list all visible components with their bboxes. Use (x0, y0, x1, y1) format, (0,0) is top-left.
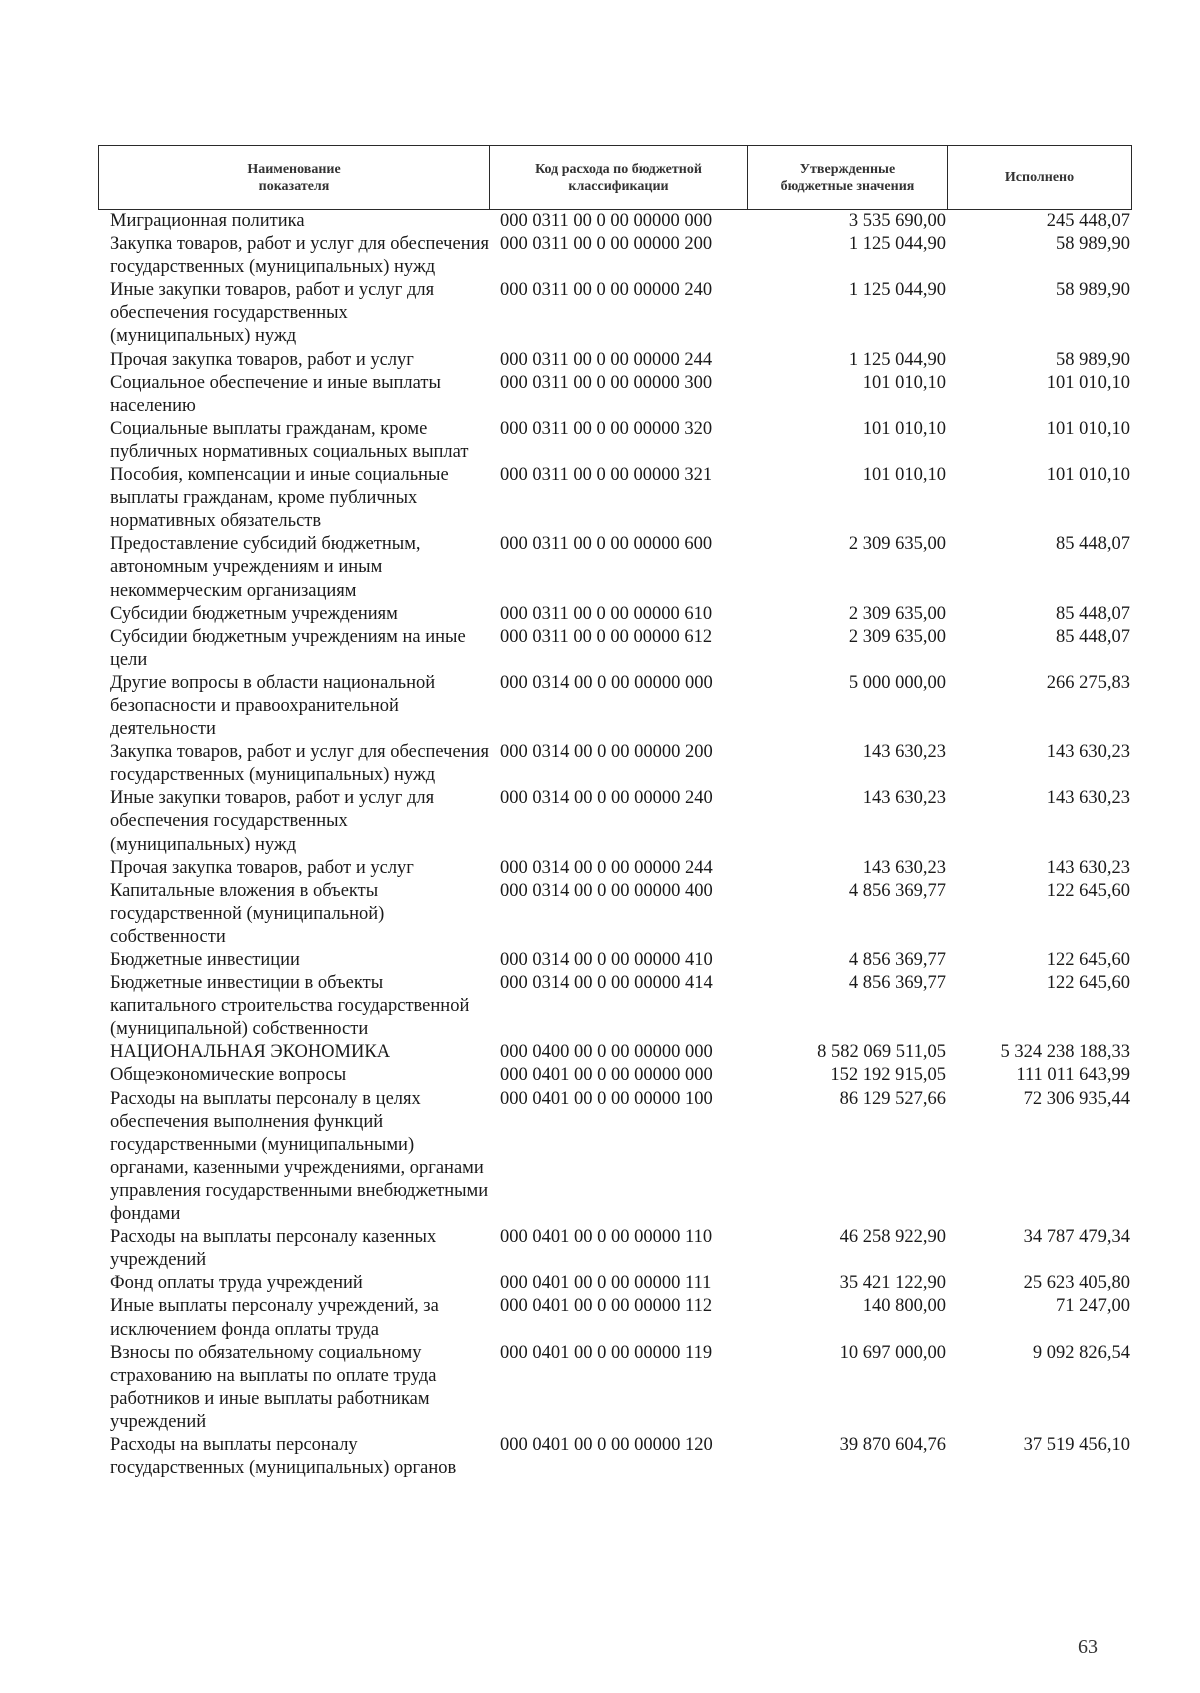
row-approved: 1 125 044,90 (848, 349, 946, 370)
row-executed: 101 010,10 (1046, 418, 1130, 439)
row-executed: 85 448,07 (1056, 626, 1130, 647)
row-approved: 101 010,10 (862, 372, 946, 393)
row-executed: 122 645,60 (1046, 880, 1130, 901)
table-row (110, 233, 1130, 279)
row-approved: 2 309 635,00 (848, 626, 946, 647)
header-approved: Утвержденные бюджетные значения (747, 146, 947, 209)
table-row (110, 372, 1130, 418)
table-header (98, 145, 1132, 210)
row-name: Расходы на выплаты персоналу в целях обеспечения выполнения функций государственными (муниципальными) органами, казенными учреждениями, органами управления государственными внебюджетными фондами (110, 1088, 489, 1225)
table-row (110, 210, 1130, 233)
row-approved: 101 010,10 (862, 465, 946, 486)
row-approved: 35 421 122,90 (839, 1273, 946, 1294)
row-name: Иные закупки товаров, работ и услуг для обеспечения государственных (муниципальных) нужд (110, 280, 435, 347)
row-code: 000 0311 00 0 00 00000 240 (500, 280, 713, 301)
row-name: Прочая закупка товаров, работ и услуг (110, 349, 414, 370)
row-code: 000 0400 00 0 00 00000 000 (500, 1042, 713, 1063)
row-approved: 8 582 069 511,05 (817, 1042, 946, 1063)
row-approved: 143 630,23 (862, 788, 946, 809)
row-code: 000 0314 00 0 00 00000 400 (500, 880, 713, 901)
row-executed: 245 448,07 (1046, 211, 1130, 231)
row-name: Предоставление субсидий бюджетным, автономным учреждениям и иным некоммерческим организациям (110, 534, 421, 601)
row-code: 000 0311 00 0 00 00000 244 (500, 349, 713, 370)
table-body (110, 210, 1130, 1480)
row-executed: 58 989,90 (1056, 349, 1130, 370)
row-code: 000 0311 00 0 00 00000 610 (500, 603, 713, 624)
table-row (110, 857, 1130, 880)
row-approved: 1 125 044,90 (848, 280, 946, 301)
row-approved: 143 630,23 (862, 742, 946, 763)
row-approved: 4 856 369,77 (848, 880, 946, 901)
row-name: Миграционная политика (110, 211, 305, 231)
row-name: Закупка товаров, работ и услуг для обеспечения государственных (муниципальных) нужд (110, 742, 490, 786)
row-name: Капитальные вложения в объекты государственной (муниципальной) собственности (110, 880, 385, 947)
row-code: 000 0311 00 0 00 00000 321 (500, 465, 713, 486)
row-executed: 122 645,60 (1046, 973, 1130, 994)
row-name: Субсидии бюджетным учреждениям (110, 603, 398, 624)
row-executed: 111 011 643,99 (1016, 1065, 1130, 1086)
row-code: 000 0401 00 0 00 00000 110 (500, 1227, 713, 1248)
table-row (110, 1295, 1130, 1341)
row-code: 000 0401 00 0 00 00000 111 (500, 1273, 712, 1294)
row-approved: 86 129 527,66 (839, 1088, 946, 1109)
row-executed: 5 324 238 188,33 (1000, 1042, 1130, 1063)
row-executed: 25 623 405,80 (1023, 1273, 1130, 1294)
table-row (110, 533, 1130, 602)
row-approved: 143 630,23 (862, 857, 946, 878)
row-name: Расходы на выплаты персоналу государственных (муниципальных) органов (110, 1434, 457, 1479)
row-code: 000 0314 00 0 00 00000 000 (500, 672, 713, 693)
row-name: Закупка товаров, работ и услуг для обеспечения государственных (муниципальных) нужд (110, 234, 490, 278)
row-code: 000 0401 00 0 00 00000 000 (500, 1065, 713, 1086)
row-name: Фонд оплаты труда учреждений (110, 1273, 363, 1294)
row-executed: 101 010,10 (1046, 465, 1130, 486)
row-approved: 1 125 044,90 (848, 234, 946, 255)
row-code: 000 0401 00 0 00 00000 100 (500, 1088, 713, 1109)
row-name: Иные закупки товаров, работ и услуг для обеспечения государственных (муниципальных) нужд (110, 788, 435, 855)
row-executed: 37 519 456,10 (1023, 1434, 1130, 1455)
row-approved: 4 856 369,77 (848, 973, 946, 994)
table-row (110, 1064, 1130, 1087)
table-row (110, 279, 1130, 348)
row-approved: 140 800,00 (862, 1296, 946, 1317)
row-executed: 101 010,10 (1046, 372, 1130, 393)
row-approved: 2 309 635,00 (848, 534, 946, 555)
header-name: Наименование показателя (247, 161, 341, 194)
table-row (110, 787, 1130, 856)
row-name: Социальное обеспечение и иные выплаты населению (110, 372, 441, 416)
table-row (110, 418, 1130, 464)
row-approved: 4 856 369,77 (848, 950, 946, 970)
table-row (110, 949, 1130, 972)
header-code: Код расхода по бюджетной классификации (489, 146, 747, 209)
row-approved: 2 309 635,00 (848, 603, 946, 624)
table-row (110, 464, 1130, 533)
row-name: Бюджетные инвестиции в объекты капитального строительства государственной (муниципальной) собственности (110, 973, 470, 1040)
table-row (110, 1434, 1130, 1480)
row-approved: 3 535 690,00 (848, 211, 946, 231)
row-code: 000 0401 00 0 00 00000 112 (500, 1296, 713, 1317)
row-name: НАЦИОНАЛЬНАЯ ЭКОНОМИКА (110, 1042, 391, 1063)
row-executed: 85 448,07 (1056, 603, 1130, 624)
row-code: 000 0314 00 0 00 00000 410 (500, 950, 713, 970)
row-approved: 5 000 000,00 (848, 672, 946, 693)
row-executed: 85 448,07 (1056, 534, 1130, 555)
row-executed: 122 645,60 (1046, 950, 1130, 970)
table-row (110, 972, 1130, 1041)
table-row (110, 1041, 1130, 1064)
table-row (110, 626, 1130, 672)
row-executed: 34 787 479,34 (1023, 1227, 1130, 1248)
row-name: Субсидии бюджетным учреждениям на иные цели (110, 626, 466, 670)
table-row (110, 603, 1130, 626)
row-name: Взносы по обязательному социальному страхованию на выплаты по оплате труда работников и иные выплаты работникам учреждений (110, 1342, 437, 1432)
row-name: Расходы на выплаты персоналу казенных учреждений (110, 1227, 437, 1271)
row-executed: 72 306 935,44 (1023, 1088, 1130, 1109)
row-name: Бюджетные инвестиции (110, 950, 300, 970)
row-code: 000 0314 00 0 00 00000 414 (500, 973, 713, 994)
row-approved: 101 010,10 (862, 418, 946, 439)
row-executed: 58 989,90 (1056, 234, 1130, 255)
row-code: 000 0401 00 0 00 00000 120 (500, 1434, 713, 1455)
row-approved: 152 192 915,05 (830, 1065, 946, 1086)
row-code: 000 0311 00 0 00 00000 600 (500, 534, 713, 555)
row-name: Прочая закупка товаров, работ и услуг (110, 857, 414, 878)
header-executed: Исполнено (947, 146, 1131, 209)
row-name: Иные выплаты персоналу учреждений, за исключением фонда оплаты труда (110, 1296, 439, 1340)
row-name: Социальные выплаты гражданам, кроме публичных нормативных социальных выплат (110, 418, 469, 462)
table-row (110, 880, 1130, 949)
row-code: 000 0311 00 0 00 00000 612 (500, 626, 713, 647)
row-code: 000 0311 00 0 00 00000 200 (500, 234, 713, 255)
row-executed: 9 092 826,54 (1032, 1342, 1130, 1363)
row-name: Другие вопросы в области национальной безопасности и правоохранительной деятельности (110, 672, 436, 740)
row-code: 000 0311 00 0 00 00000 320 (500, 418, 713, 439)
row-executed: 143 630,23 (1046, 742, 1130, 763)
row-approved: 39 870 604,76 (839, 1434, 946, 1455)
page-number: 63 (1078, 1636, 1098, 1658)
row-executed: 58 989,90 (1056, 280, 1130, 301)
table-row (110, 1226, 1130, 1272)
row-code: 000 0311 00 0 00 00000 300 (500, 372, 713, 393)
row-code: 000 0314 00 0 00 00000 240 (500, 788, 713, 809)
row-approved: 46 258 922,90 (839, 1227, 946, 1248)
table-row (110, 349, 1130, 372)
row-name: Общеэкономические вопросы (110, 1065, 347, 1086)
row-executed: 143 630,23 (1046, 857, 1130, 878)
row-code: 000 0314 00 0 00 00000 200 (500, 742, 713, 763)
row-code: 000 0314 00 0 00 00000 244 (500, 857, 713, 878)
table-row (110, 741, 1130, 787)
row-name: Пособия, компенсации и иные социальные выплаты гражданам, кроме публичных нормативных обязательств (110, 465, 449, 532)
table-row (110, 1088, 1130, 1227)
row-executed: 71 247,00 (1056, 1296, 1130, 1317)
table-row (110, 1272, 1130, 1295)
row-executed: 266 275,83 (1046, 672, 1130, 693)
table-row (110, 1342, 1130, 1434)
row-executed: 143 630,23 (1046, 788, 1130, 809)
row-code: 000 0311 00 0 00 00000 000 (500, 211, 713, 231)
table-row (110, 672, 1130, 741)
row-approved: 10 697 000,00 (839, 1342, 946, 1363)
row-code: 000 0401 00 0 00 00000 119 (500, 1342, 713, 1363)
